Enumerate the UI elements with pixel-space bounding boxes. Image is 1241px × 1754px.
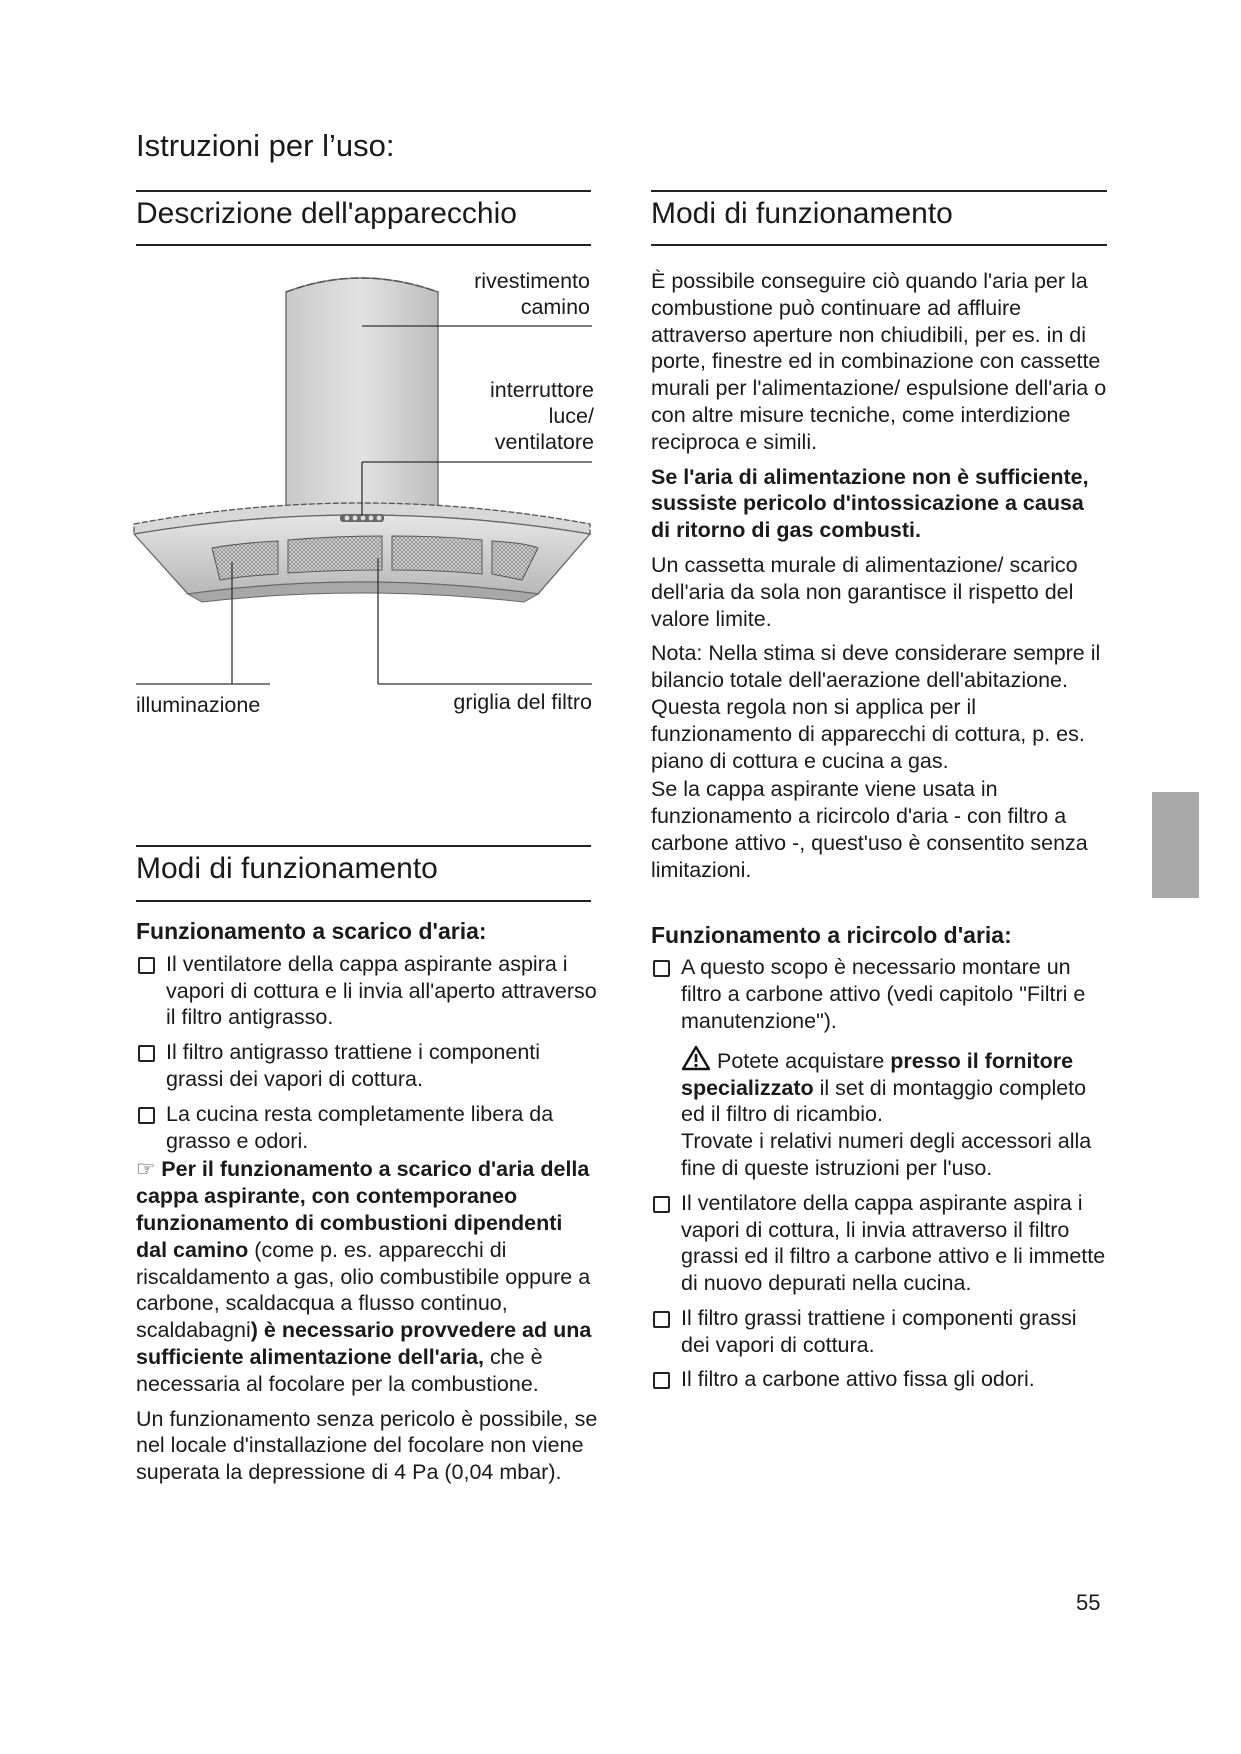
divider [651,244,1107,246]
label-camino: camino [520,295,590,319]
list-item: Il ventilatore della cappa aspirante aspira i vapori di cottura, li invia attraverso il filtro grassi ed il filtro a carbone attivo e li immette di nuovo depurati nella cucina. [651,1190,1107,1297]
page-number: 55 [1076,1590,1101,1615]
warning-paragraph: Se l'aria di alimentazione non è sufficiente, sussiste pericolo d'intossicazione a causa di ritorno di gas combusti. [651,464,1089,543]
list-item: Il filtro antigrasso trattiene i componenti grassi dei vapori di cottura. [136,1039,598,1093]
paragraph: Un cassetta murale di alimentazione/ scarico dell'aria da sola non garantisce il rispetto del valore limite. [651,552,1078,631]
section-title-modes-left: Modi di funzionamento [136,852,438,885]
label-rivestimento: rivestimento [474,269,590,293]
checkbox-bullet-icon [138,1107,155,1124]
label-illuminazione: illuminazione [136,693,261,717]
list-item: La cucina resta completamente libera da grasso e odori. [136,1101,598,1155]
left-text-column [136,918,598,1494]
paragraph: Nota: Nella stima si deve considerare sempre il bilancio totale dell'aerazione dell'abitazione. Questa regola non si applica per il funzionamento di apparecchi di cottura, p. es. piano di cottura e cucina a gas. [651,641,1101,773]
label-interruttore: interruttore [490,378,594,402]
section-title-modes-right: Modi di funzionamento [651,197,953,230]
pointing-hand-icon: ☞ [136,1157,156,1182]
filter-grille [212,541,278,580]
paragraph: È possibile conseguire ciò quando l'aria per la combustione può continuare ad affluire attraverso aperture non chiudibili, per es. in di porte, finestre ed in combinazione con cassette murali per l'alimentazione/ espulsione dell'aria o con altre misure tecniche, come interdizione reciproca e simili. [651,269,1107,454]
checkbox-bullet-icon [138,957,155,974]
paragraph: Se la cappa aspirante viene usata in funzionamento a ricircolo d'aria - con filtro a carbone attivo -, quest'uso è consentito senza limitazioni. [651,777,1088,882]
subheading-exhaust: Funzionamento a scarico d'aria: [136,918,487,944]
list-item: Il filtro grassi trattiene i componenti grassi dei vapori di cottura. [651,1305,1107,1359]
filter-grille [288,536,382,573]
divider [136,244,591,246]
list-item: A questo scopo è necessario montare un filtro a carbone attivo (vedi capitolo "Filtri e manutenzione"). [651,954,1107,1034]
checkbox-bullet-icon [653,960,670,977]
divider [136,190,591,192]
page-title: Istruzioni per l’uso: [136,128,395,163]
checkbox-bullet-icon [653,1311,670,1328]
paragraph: Un funzionamento senza pericolo è possibile, se nel locale d'installazione del focolare non viene superata la depressione di 4 Pa (0,04 mbar). [136,1406,598,1485]
important-note: ☞ Per il funzionamento a scarico d'aria della cappa aspirante, con contemporaneo funzionamento di combustioni dipendenti dal camino (come p. es. apparecchi di riscaldamento a gas, olio combustibile oppure a carbone, scaldacqua a flusso continuo, scaldabagni) è necessario provvedere ad una sufficiente alimentazione dell'aria, che è necessaria al focolare per la combustione. [136,1157,592,1396]
section-title-description: Descrizione dell'apparecchio [136,197,517,230]
divider [136,900,591,902]
checkbox-bullet-icon [653,1372,670,1389]
caution-note: Potete acquistare presso il fornitore specializzato il set di montaggio completo ed il filtro di ricambio. Trovate i relativi numeri degli accessori alla fine di queste istruzioni per l'uso. [651,1045,1107,1182]
section-tab-marker [1152,792,1199,898]
list-item: Il filtro a carbone attivo fissa gli odori. [651,1366,1107,1393]
warning-triangle-icon [681,1045,711,1071]
label-ventilatore: ventilatore [494,430,594,454]
label-luce: luce/ [548,404,594,428]
hood-diagram [120,252,600,722]
filter-grille [392,536,482,574]
divider [136,845,591,847]
label-griglia: griglia del filtro [453,690,592,714]
list-item: Il ventilatore della cappa aspirante aspira i vapori di cottura e li invia all'aperto attraverso il filtro antigrasso. [136,951,598,1031]
right-text-column [651,268,1107,1401]
checkbox-bullet-icon [138,1045,155,1062]
subheading-recirculation: Funzionamento a ricircolo d'aria: [651,921,1012,948]
cooker-hood-illustration [120,252,600,722]
divider [651,190,1107,192]
checkbox-bullet-icon [653,1196,670,1213]
